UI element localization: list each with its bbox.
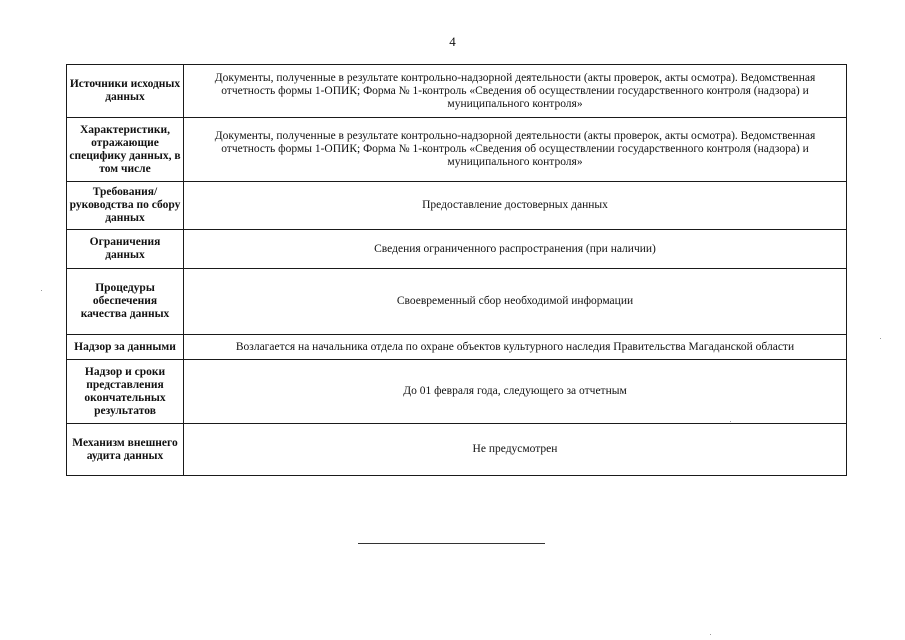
- page-number: 4: [449, 34, 456, 49]
- row-value-collection-guidance: Предоставление достоверных данных: [184, 182, 847, 230]
- row-label-collection-guidance: Требования/руководства по сбору данных: [67, 182, 184, 230]
- row-label-quality-procedures: Процедуры обеспечения качества данных: [67, 269, 184, 335]
- table-row: [67, 118, 847, 182]
- table-row: [67, 182, 847, 230]
- row-value-quality-procedures: Своевременный сбор необходимой информации: [184, 269, 847, 335]
- scan-speck: [41, 290, 42, 291]
- scan-speck: [880, 338, 881, 339]
- table-row: [67, 269, 847, 335]
- row-label-external-audit: Механизм внешнего аудита данных: [67, 424, 184, 476]
- footer-rule: [358, 543, 545, 544]
- row-label-data-supervision: Надзор за данными: [67, 335, 184, 360]
- scan-speck: [730, 421, 731, 422]
- table-row: [67, 65, 847, 118]
- row-value-data-restrictions: Сведения ограниченного распространения (при наличии): [184, 230, 847, 269]
- table-row: [67, 230, 847, 269]
- table-row: [67, 424, 847, 476]
- table-row: [67, 335, 847, 360]
- row-label-data-restrictions: Ограничения данных: [67, 230, 184, 269]
- scan-speck: [710, 634, 711, 635]
- row-label-final-results-deadline: Надзор и сроки представления окончательных результатов: [67, 360, 184, 424]
- row-value-data-supervision: Возлагается на начальника отдела по охране объектов культурного наследия Правительства Магаданской области: [184, 335, 847, 360]
- row-value-source-data: Документы, полученные в результате контрольно-надзорной деятельности (акты проверок, акты осмотра). Ведомственная отчетность формы 1-ОПИК; Форма № 1-контроль «Сведения об осуществлении государственного контроля (надзора) и муниципального контроля»: [184, 65, 847, 118]
- row-label-source-data: Источники исходных данных: [67, 65, 184, 118]
- row-label-data-characteristics: Характеристики, отражающие специфику данных, в том числе: [67, 118, 184, 182]
- data-metadata-table: [66, 64, 847, 476]
- row-value-final-results-deadline: До 01 февраля года, следующего за отчетным: [184, 360, 847, 424]
- table-row: [67, 360, 847, 424]
- row-value-data-characteristics: Документы, полученные в результате контрольно-надзорной деятельности (акты проверок, акты осмотра). Ведомственная отчетность формы 1-ОПИК; Форма № 1-контроль «Сведения об осуществлении государственного контроля (надзора) и муниципального контроля»: [184, 118, 847, 182]
- row-value-external-audit: Не предусмотрен: [184, 424, 847, 476]
